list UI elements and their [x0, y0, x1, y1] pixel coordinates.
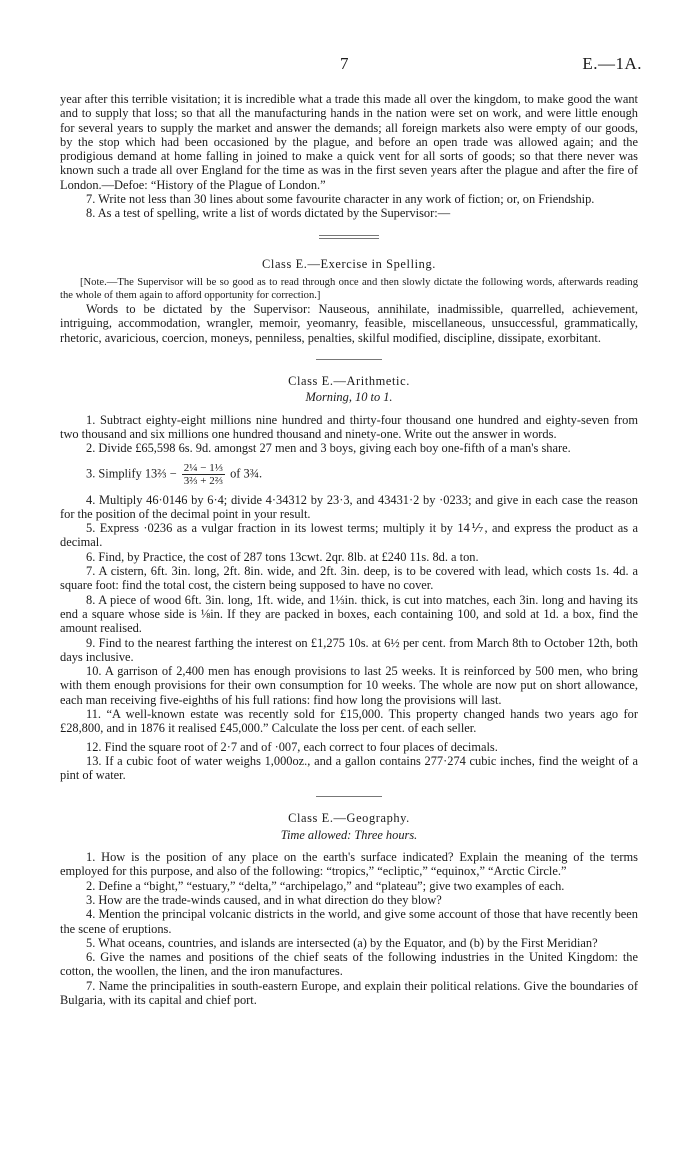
question-13: 13. If a cubic foot of water weighs 1,000oz., and a gallon contains 277·274 cubic inches, find the weight of a pint of water. [60, 753, 638, 783]
spelling-section [60, 257, 638, 345]
question-4: 4. Multiply 46·0146 by 6·4; divide 4·34312 by 23·3, and 43431·2 by ·0233; and give in each case the reason for the position of the decimal point in your result. [60, 492, 638, 521]
supervisor-note: [Note.—The Supervisor will be so good as to read through once and then slowly dictate the following words, afterwards reading the whole of them again to afford opportunity for correction.] [60, 276, 638, 301]
section-divider [319, 235, 379, 236]
fraction-denominator: 3⅔ + 2⅔ [183, 474, 223, 487]
question-2: 2. Define a “bight,” “estuary,” “delta,” “archipelago,” and “plateau”; give two examples of each. [86, 878, 565, 893]
question-7: 7. A cistern, 6ft. 3in. long, 2ft. 8in. wide, and 2ft. 3in. deep, is to be covered with lead, which costs 1s. 4d. a square foot: find the total cost, the cistern being supposed to have no cover. [60, 564, 638, 593]
question-6: 6. Give the names and positions of the chief seats of the following industries in the United Kingdom: the cotton, the woollen, the linen, and the iron manufactures. [60, 950, 638, 979]
section-heading: Class E.—Arithmetic. [288, 374, 410, 389]
fraction [182, 462, 225, 487]
question-10: 10. A garrison of 2,400 men has enough provisions to last 25 weeks. It is reinforced by 500 men, who bring with them enough provisions for their own consumption for 10 weeks. The whole are now put on short allowance, each man receiving five-eighths of his full rations: find how long the provisions will last. [60, 664, 638, 707]
section-divider [319, 238, 379, 239]
spelling-words: Words to be dictated by the Supervisor: Nauseous, annihilate, inadmissible, quarrelled, achievement, intriguing, accommodation, wrangler, memoir, yeomanry, feasible, miscellaneous, unsuccessful, grammatically, rhetoric, avaricious, coercion, moneys, penniless, penalties, skilful modified, discipline, dissipate, exorbitant. [60, 302, 638, 345]
question-7: 7. Write not less than 30 lines about some favourite character in any work of fiction; or, on Friendship. [86, 192, 595, 207]
section-heading: Class E.—Exercise in Spelling. [262, 256, 436, 271]
question-8: 8. As a test of spelling, write a list of words dictated by the Supervisor:— [86, 206, 451, 221]
section-heading: Class E.—Geography. [288, 811, 410, 826]
question-2: 2. Divide £65,598 6s. 9d. amongst 27 men and 3 boys, giving each boy one-fifth of a man's share. [86, 441, 571, 456]
question-5: 5. Express ·0236 as a vulgar fraction in its lowest terms; multiply it by 14⅐, and express the product as a decimal. [60, 521, 638, 550]
question-11: 11. “A well-known estate was recently sold for £15,000. This property changed hands two years ago for £28,800, and in 1876 it realised £45,000.” Calculate the loss per cent. of each seller. [60, 706, 638, 736]
section-divider [316, 359, 382, 360]
question-6: 6. Find, by Practice, the cost of 287 tons 13cwt. 2qr. 8lb. at £240 11s. 8d. a ton. [86, 549, 479, 564]
question-3-suffix: of 3¾. [230, 465, 263, 480]
question-4: 4. Mention the principal volcanic districts in the world, and give some account of those that have recently been the scene of eruptions. [60, 907, 638, 936]
time-allowed: Time allowed: Three hours. [280, 827, 418, 842]
document-code: E.—1A. [582, 54, 642, 73]
question-1: 1. How is the position of any place on the earth's surface indicated? Explain the meaning of the terms employed for this purpose, and also of the following: “tropics,” “ecliptic,” “equinox,” “Arctic Circle.” [60, 850, 638, 879]
page-number: 7 [340, 54, 349, 73]
page-header [0, 54, 700, 74]
time-allowed: Morning, 10 to 1. [305, 390, 393, 405]
question-5: 5. What oceans, countries, and islands are intersected (a) by the Equator, and (b) by the First Meridian? [86, 935, 598, 950]
question-7: 7. Name the principalities in south-eastern Europe, and explain their political relations. Give the boundaries of Bulgaria, with its capital and chief port. [60, 978, 638, 1008]
page-body [60, 92, 638, 1007]
question-1: 1. Subtract eighty-eight millions nine hundred and thirty-four thousand one hundred and eighty-seven from two thousand and six millions one hundred thousand and ninety-one. Write out the answer in words. [60, 412, 638, 441]
arithmetic-section [60, 374, 638, 782]
question-9: 9. Find to the nearest farthing the interest on £1,275 10s. at 6½ per cent. from March 8th to October 12th, both days inclusive. [60, 635, 638, 664]
fraction-numerator: 2¼ − 1⅓ [183, 461, 223, 474]
question-3-prefix: 3. Simplify 13⅔ − [86, 465, 177, 480]
passage-continuation: year after this terrible visitation; it is incredible what a trade this made all over the kingdom, to make good the want and to supply that loss; so that all the manufacturing hands in the nation were set on work, and were little enough for several years to supply the market and answer the demands; all foreign markets also were empty of our goods, by the stop which had been occasioned by the plague, and before an open trade was allowed again; and the prodigious demand at home falling in joined to make a quick vent for all sorts of goods; so that there never was known such a trade all over England for the time as was in the first seven years after the plague and after the fire of London.—Defoe: “History of the Plague of London.” [60, 92, 638, 192]
question-8: 8. A piece of wood 6ft. 3in. long, 1ft. wide, and 1⅓in. thick, is cut into matches, each 3in. long and having its end a square whose side is ⅛in. If they are packed in boxes, each containing 100, and sold at 1d. a box, find the amount realised. [60, 592, 638, 636]
essay-section [60, 92, 638, 221]
geography-section [60, 811, 638, 1007]
question-12: 12. Find the square root of 2·7 and of ·007, each correct to four places of decimals. [86, 739, 498, 754]
section-divider [316, 796, 382, 797]
question-3: 3. How are the trade-winds caused, and in what direction do they blow? [86, 892, 442, 907]
question-3 [86, 462, 638, 487]
